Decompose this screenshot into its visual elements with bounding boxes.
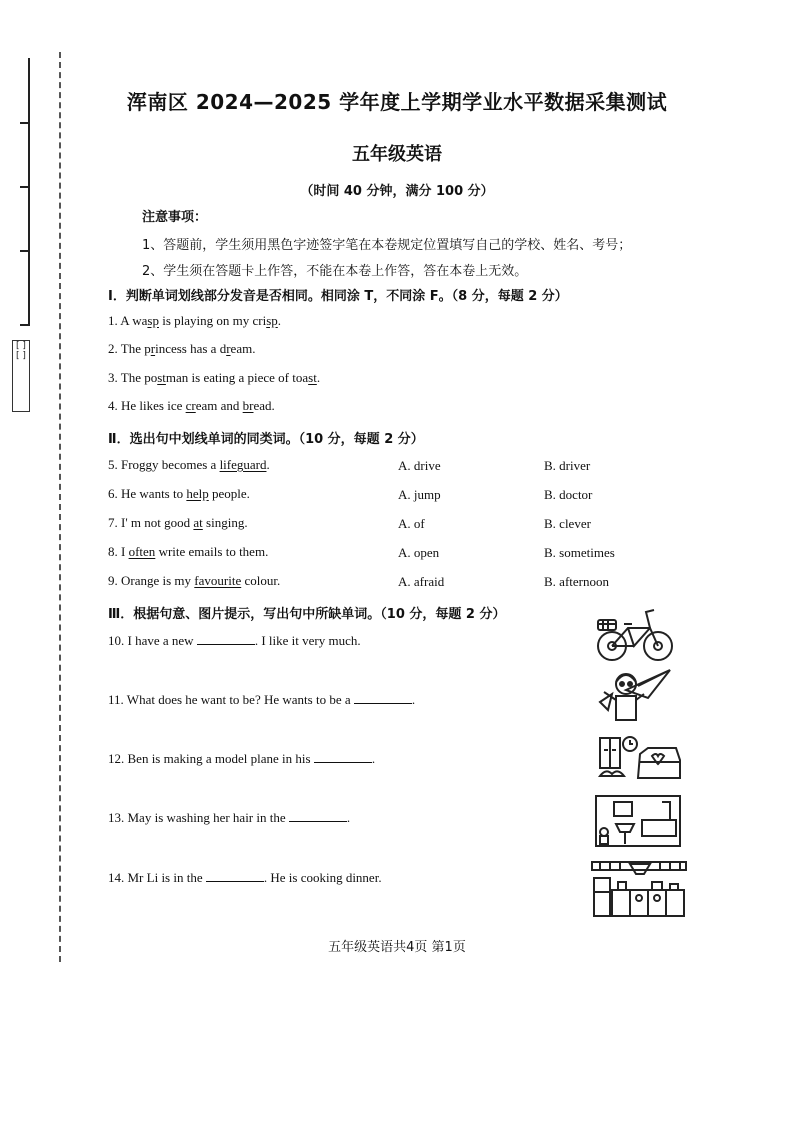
question-6: [108, 486, 250, 502]
answer-blank[interactable]: [206, 869, 264, 882]
option-a: A. jump: [398, 487, 441, 502]
question-text: I have a new: [127, 633, 197, 648]
answer-blank[interactable]: [314, 750, 372, 763]
pilot-icon: [596, 664, 672, 724]
time-info: （时间 40 分钟，满分 100 分）: [300, 184, 494, 199]
question-text: singing.: [202, 515, 248, 530]
question-text: I' m not good: [121, 515, 194, 530]
question-3: [108, 370, 320, 386]
kitchen-icon: [590, 860, 688, 918]
question-text: .: [277, 313, 282, 328]
question-4: [108, 398, 275, 414]
question-text: The p: [120, 341, 151, 356]
option-a: A. afraid: [398, 574, 445, 589]
question-text: .: [316, 370, 321, 385]
underlined-part: sp: [147, 313, 159, 328]
side-label: [ ] [ ]: [12, 340, 30, 412]
underlined-part: cr: [185, 398, 196, 413]
question-5: [108, 457, 270, 473]
question-10: [108, 632, 361, 649]
answer-blank[interactable]: [289, 809, 347, 822]
underlined-word: often: [128, 544, 156, 559]
underlined-word: lifeguard: [219, 457, 267, 472]
question-text: people.: [208, 486, 250, 501]
question-2: [108, 341, 255, 357]
question-number: 6.: [108, 486, 118, 501]
underlined-part: st: [157, 370, 166, 385]
bedroom-icon: [596, 734, 682, 784]
section-3-title: Ⅲ．根据句意、图片提示，写出句中所缺单词。（10 分，每题 2 分）: [108, 607, 506, 622]
question-number: 12.: [108, 751, 125, 766]
answer-blank[interactable]: [354, 691, 412, 704]
question-1: [108, 313, 281, 329]
underlined-word: help: [186, 486, 209, 501]
answer-blank[interactable]: [197, 632, 255, 645]
question-13: [108, 809, 350, 826]
question-number: 4.: [108, 398, 118, 413]
question-number: 8.: [108, 544, 118, 559]
notes-heading: 注意事项：: [142, 210, 208, 225]
question-12: [108, 750, 375, 767]
underlined-part: r: [226, 341, 231, 356]
underlined-part: sp: [266, 313, 278, 328]
question-text: What does he want to be? He wants to be a: [126, 692, 354, 707]
question-number: 11.: [108, 692, 124, 707]
note-item: 2、学生须在答题卡上作答，不能在本卷上作答，答在本卷上无效。: [142, 264, 528, 279]
question-number: 10.: [108, 633, 125, 648]
option-b: B. clever: [544, 516, 591, 531]
question-9: [108, 573, 280, 589]
question-text: ead.: [253, 398, 275, 413]
page-subtitle: 五年级英语: [352, 144, 442, 165]
section-2-title: Ⅱ．选出句中划线单词的同类词。（10 分，每题 2 分）: [108, 432, 424, 447]
question-text: The po: [120, 370, 158, 385]
question-text: write emails to them.: [155, 544, 269, 559]
question-text: Froggy becomes a: [121, 457, 220, 472]
question-14: [108, 869, 382, 886]
option-a: A. of: [398, 516, 425, 531]
question-text: . He is cooking dinner.: [263, 870, 382, 885]
option-b: B. driver: [544, 458, 591, 473]
underlined-part: br: [242, 398, 254, 413]
question-text: Ben is making a model plane in his: [127, 751, 314, 766]
question-text: I: [121, 544, 129, 559]
question-text: A wa: [120, 313, 148, 328]
option-b: B. sometimes: [544, 545, 615, 560]
question-number: 9.: [108, 573, 118, 588]
question-text: incess has a d: [155, 341, 227, 356]
question-text: He likes ice: [121, 398, 186, 413]
question-text: eam and: [195, 398, 243, 413]
underlined-word: favourite: [194, 573, 242, 588]
bicycle-icon: [594, 606, 676, 664]
underlined-part: st: [308, 370, 317, 385]
question-number: 5.: [108, 457, 118, 472]
page-title: 浑南区 2024—2025 学年度上学期学业水平数据采集测试: [126, 90, 668, 114]
question-11: [108, 691, 415, 708]
question-number: 7.: [108, 515, 118, 530]
question-text: .: [411, 692, 416, 707]
option-a: A. drive: [398, 458, 441, 473]
question-text: colour.: [241, 573, 281, 588]
option-b: B. doctor: [544, 487, 593, 502]
question-text: He wants to: [121, 486, 187, 501]
question-number: 14.: [108, 870, 125, 885]
question-text: . I like it very much.: [254, 633, 361, 648]
question-text: .: [346, 810, 351, 825]
question-number: 13.: [108, 810, 125, 825]
question-8: [108, 544, 268, 560]
question-7: [108, 515, 248, 531]
bathroom-icon: [594, 794, 682, 848]
question-text: .: [371, 751, 376, 766]
option-b: B. afternoon: [544, 574, 609, 589]
note-item: 1、答题前，学生须用黑色字迹签字笔在本卷规定位置填写自己的学校、姓名、考号；: [142, 238, 632, 253]
question-text: Mr Li is in the: [127, 870, 206, 885]
question-text: is playing on my cri: [158, 313, 267, 328]
underlined-part: r: [150, 341, 156, 356]
question-text: man is eating a piece of toa: [165, 370, 309, 385]
page-footer: 五年级英语共4页 第1页: [328, 940, 466, 955]
underlined-word: at: [193, 515, 203, 530]
question-text: eam.: [230, 341, 256, 356]
option-a: A. open: [398, 545, 440, 560]
question-text: .: [266, 457, 270, 472]
question-text: May is washing her hair in the: [127, 810, 289, 825]
question-number: 1.: [108, 313, 118, 328]
question-number: 2.: [108, 341, 118, 356]
question-text: Orange is my: [121, 573, 195, 588]
section-1-title: Ⅰ．判断单词划线部分发音是否相同。相同涂 T，不同涂 F。（8 分，每题 2 分）: [108, 289, 568, 304]
question-number: 3.: [108, 370, 118, 385]
